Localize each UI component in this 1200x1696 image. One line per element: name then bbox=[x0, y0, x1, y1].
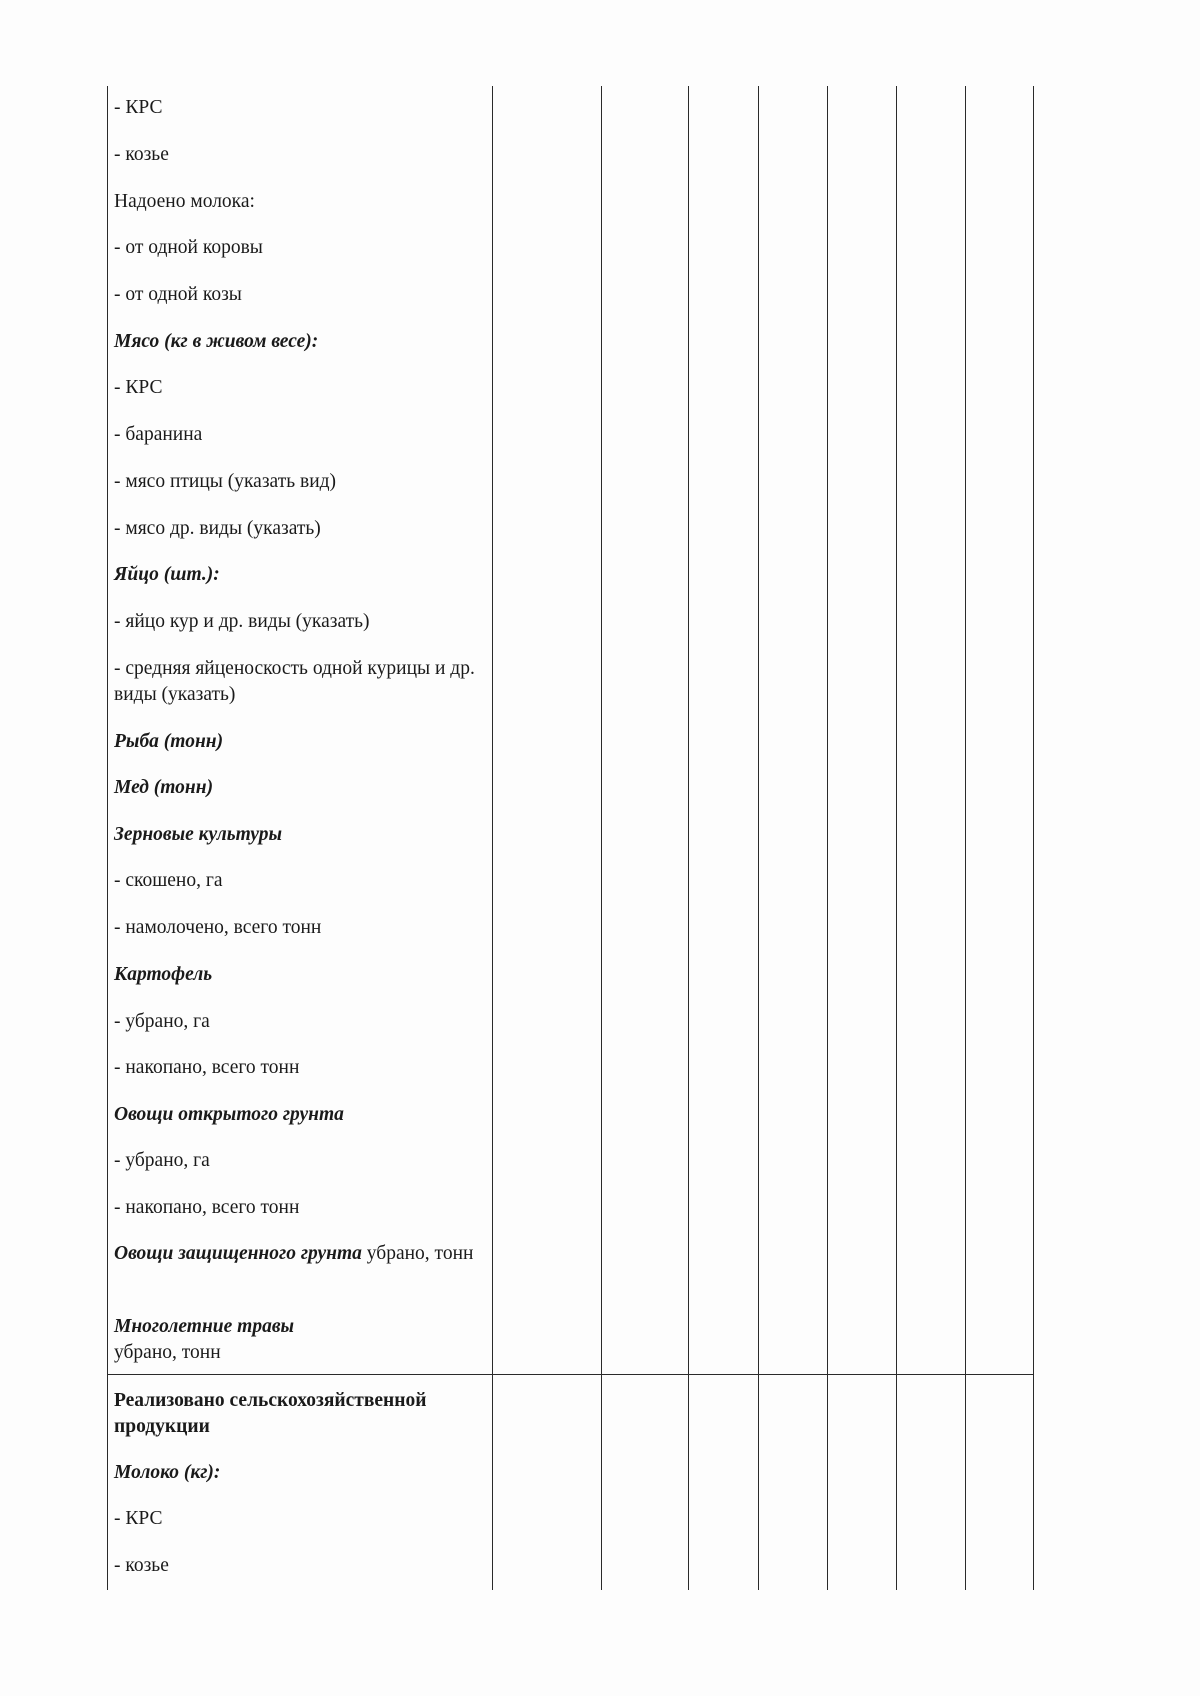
row-heading-text: Многолетние травы bbox=[114, 1316, 295, 1337]
table-row: - накопано, всего тонн bbox=[114, 1197, 300, 1218]
table-row: - от одной козы bbox=[114, 284, 242, 305]
column-rule bbox=[965, 86, 966, 1590]
table-row-heading: Зерновые культуры bbox=[114, 824, 282, 845]
table-row: - КРС bbox=[114, 97, 163, 118]
column-rule bbox=[827, 86, 828, 1590]
table-row-heading: Овощи открытого грунта bbox=[114, 1104, 344, 1125]
table-row: - убрано, га bbox=[114, 1150, 210, 1171]
table-row: Надоено молока: bbox=[114, 191, 255, 212]
table-row-heading: Картофель bbox=[114, 964, 213, 985]
table-left-border bbox=[107, 86, 108, 1590]
table-row: - козье bbox=[114, 1555, 169, 1576]
table-row bbox=[114, 1314, 492, 1366]
table-row: - КРС bbox=[114, 377, 163, 398]
column-rule bbox=[758, 86, 759, 1590]
table-row: - яйцо кур и др. виды (указать) bbox=[114, 611, 370, 632]
row-rest-text: убрано, тонн bbox=[361, 1243, 474, 1264]
section-heading: Реализовано сельскохозяйственной продукции bbox=[114, 1390, 427, 1437]
column-rule bbox=[492, 86, 493, 1590]
table-row: - баранина bbox=[114, 424, 203, 445]
table-row: - скошено, га bbox=[114, 870, 223, 891]
table-row bbox=[114, 1241, 492, 1267]
table-row-heading: Мед (тонн) bbox=[114, 777, 214, 798]
table-row: - мясо птицы (указать вид) bbox=[114, 471, 337, 492]
table-row-heading: Рыба (тонн) bbox=[114, 731, 224, 752]
table-row: - убрано, га bbox=[114, 1011, 210, 1032]
row-rest-text: убрано, тонн bbox=[114, 1342, 221, 1363]
column-rule bbox=[896, 86, 897, 1590]
section-divider bbox=[107, 1374, 1033, 1375]
table-row: - от одной коровы bbox=[114, 237, 263, 258]
table-row-heading: Яйцо (шт.): bbox=[114, 564, 220, 585]
column-rule bbox=[601, 86, 602, 1590]
table-row: - накопано, всего тонн bbox=[114, 1057, 300, 1078]
table-row: - КРС bbox=[114, 1508, 163, 1529]
row-heading-text: Овощи защищенного грунта bbox=[114, 1243, 362, 1264]
table-row: - мясо др. виды (указать) bbox=[114, 518, 321, 539]
table-row: - средняя яйценоскость одной курицы и др. виды (указать) bbox=[114, 658, 475, 705]
column-rule bbox=[688, 86, 689, 1590]
table-row-heading: Мясо (кг в живом весе): bbox=[114, 331, 319, 352]
table-right-border bbox=[1033, 86, 1034, 1590]
table-row-heading: Молоко (кг): bbox=[114, 1462, 221, 1483]
table-row: - козье bbox=[114, 144, 169, 165]
table-row: - намолочено, всего тонн bbox=[114, 917, 322, 938]
